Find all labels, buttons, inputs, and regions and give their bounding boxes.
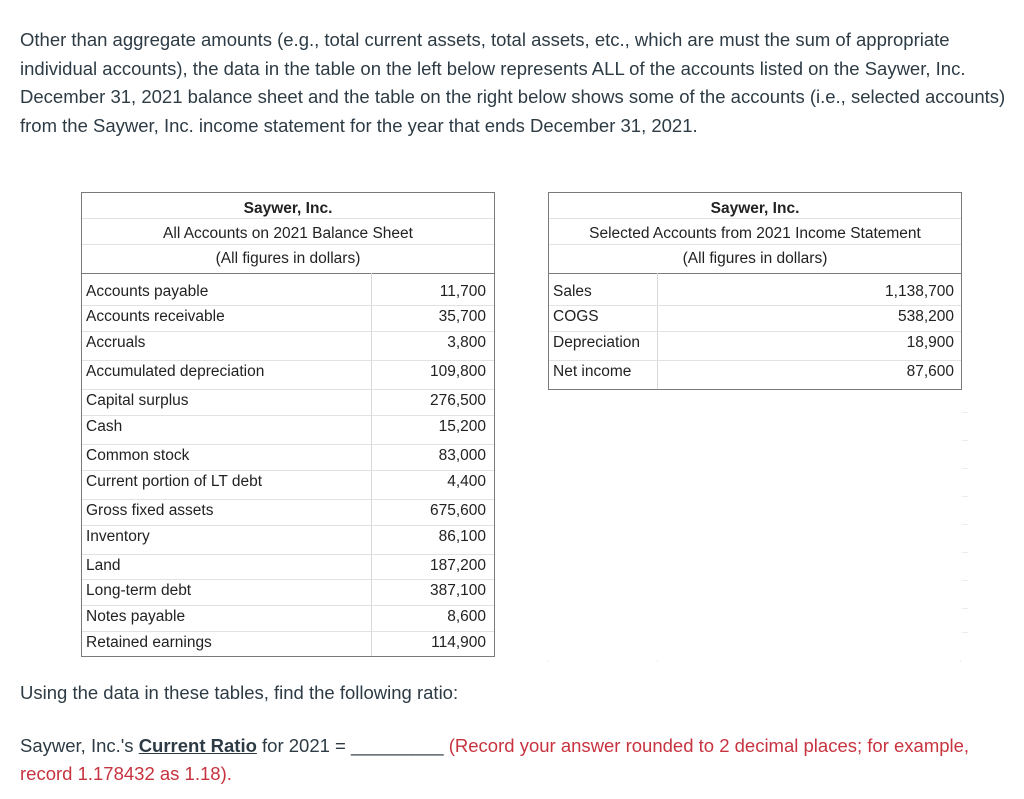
income-statement-table xyxy=(548,192,962,390)
income-statement-row xyxy=(549,306,961,330)
account-label: Inventory xyxy=(86,528,150,545)
account-value: 8,600 xyxy=(447,608,486,625)
balance-sheet-row xyxy=(82,361,494,385)
account-label: Capital surplus xyxy=(86,392,189,409)
intro-paragraph: Other than aggregate amounts (e.g., total current assets, total assets, etc., which are must the sum of appropriate individual accounts), the data in the table on the left below represents ALL of the accounts listed on the Saywer, Inc. December 31, 2021 balance sheet and the table on the right below shows some of the accounts (i.e., selected accounts) from the Saywer, Inc. income statement for the year that ends December 31, 2021. xyxy=(20,29,1006,136)
account-value: 187,200 xyxy=(429,557,486,574)
account-label: Sales xyxy=(553,283,592,300)
balance-sheet-units: (All figures in dollars) xyxy=(215,250,361,267)
account-value: 1,138,700 xyxy=(885,283,954,300)
account-value: 18,900 xyxy=(906,334,954,351)
question-prefix: Saywer, Inc.'s xyxy=(20,735,139,756)
account-label: COGS xyxy=(553,308,599,325)
account-label: Retained earnings xyxy=(86,634,212,651)
balance-sheet-row xyxy=(82,500,494,524)
account-label: Cash xyxy=(86,418,123,435)
balance-sheet-company: Saywer, Inc. xyxy=(243,200,333,217)
account-label: Accounts payable xyxy=(86,283,209,300)
account-label: Accruals xyxy=(86,334,146,351)
account-value: 109,800 xyxy=(429,363,486,380)
account-value: 4,400 xyxy=(447,473,486,490)
account-value: 538,200 xyxy=(897,308,954,325)
rounding-note: (Record your answer rounded to 2 decimal places; for example, record 1.178432 as 1.18). xyxy=(20,735,970,784)
account-label: Depreciation xyxy=(553,334,641,351)
balance-sheet-table xyxy=(81,192,495,657)
answer-blank[interactable]: for 2021 = _________ xyxy=(256,735,444,756)
balance-sheet-row xyxy=(82,606,494,630)
account-label: Common stock xyxy=(86,447,190,464)
account-value: 387,100 xyxy=(429,582,486,599)
income-statement-row xyxy=(549,361,961,385)
balance-sheet-row xyxy=(82,445,494,469)
ratio-name: Current Ratio xyxy=(138,735,257,756)
balance-sheet-row xyxy=(82,332,494,356)
account-value: 114,900 xyxy=(431,634,486,651)
balance-sheet-row xyxy=(82,390,494,414)
account-label: Gross fixed assets xyxy=(86,502,214,519)
account-value: 15,200 xyxy=(438,418,486,435)
account-label: Net income xyxy=(553,363,632,380)
account-label: Long-term debt xyxy=(86,582,192,599)
question-line xyxy=(20,732,1010,788)
account-label: Land xyxy=(86,557,121,574)
account-value: 675,600 xyxy=(429,502,486,519)
account-value: 83,000 xyxy=(438,447,486,464)
balance-sheet-row xyxy=(82,632,494,656)
balance-sheet-subtitle: All Accounts on 2021 Balance Sheet xyxy=(163,225,413,242)
income-statement-row xyxy=(549,281,961,305)
account-label: Current portion of LT debt xyxy=(86,473,263,490)
account-label: Accounts receivable xyxy=(86,308,225,325)
income-statement-row xyxy=(549,332,961,356)
balance-sheet-row xyxy=(82,471,494,495)
balance-sheet-row xyxy=(82,555,494,579)
balance-sheet-row xyxy=(82,526,494,550)
balance-sheet-row xyxy=(82,416,494,440)
account-value: 35,700 xyxy=(438,308,486,325)
account-value: 276,500 xyxy=(429,392,486,409)
account-label: Accumulated depreciation xyxy=(86,363,265,380)
income-statement-units: (All figures in dollars) xyxy=(682,250,828,267)
account-value: 87,600 xyxy=(906,363,954,380)
balance-sheet-row xyxy=(82,580,494,604)
balance-sheet-row xyxy=(82,306,494,330)
account-value: 86,100 xyxy=(438,528,486,545)
account-value: 11,700 xyxy=(439,283,486,300)
account-label: Notes payable xyxy=(86,608,186,625)
income-statement-subtitle: Selected Accounts from 2021 Income Statement xyxy=(589,225,921,242)
income-statement-company: Saywer, Inc. xyxy=(710,200,800,217)
question-prompt: Using the data in these tables, find the following ratio: xyxy=(20,682,459,703)
balance-sheet-row xyxy=(82,281,494,305)
account-value: 3,800 xyxy=(447,334,486,351)
